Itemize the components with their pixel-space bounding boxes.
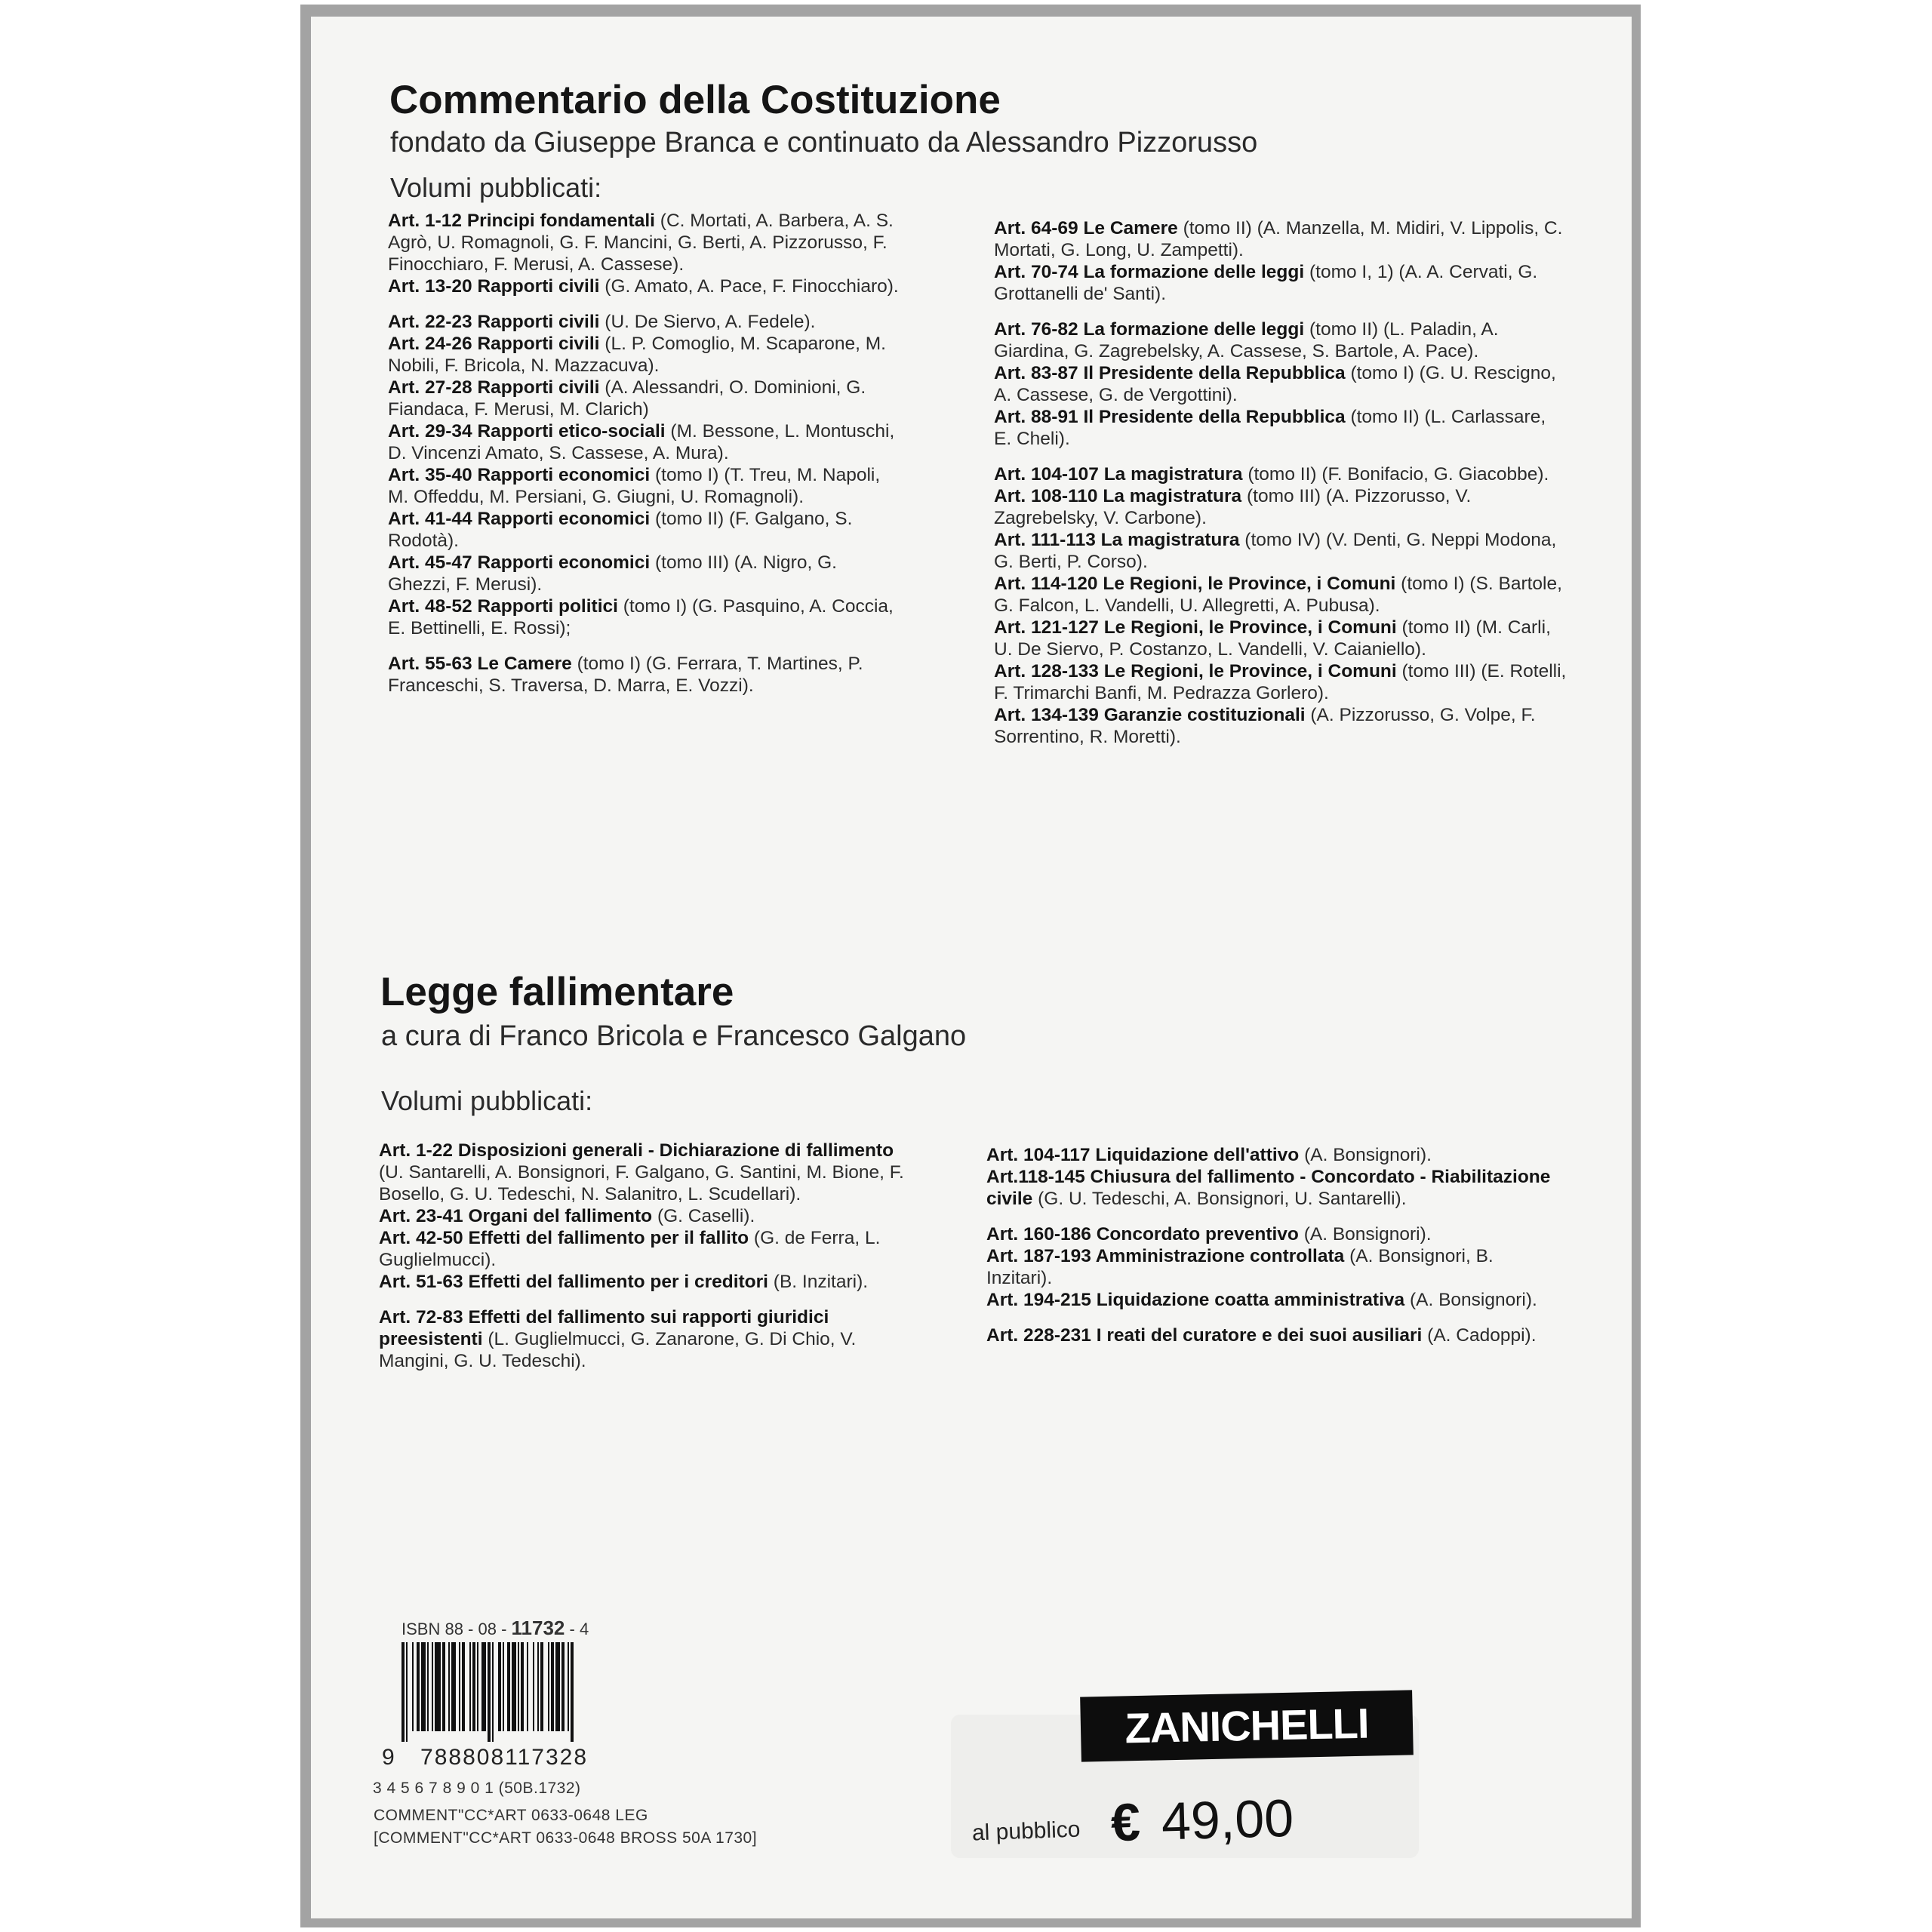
volume-details: (L. P. Comoglio, M. Scaparone, M. Nobili, F. Bricola, N. Mazzacuva). [388,334,886,376]
volume-entry [994,362,1567,406]
barcode-bar [477,1642,478,1731]
volume-articles: Art. 45-47 Rapporti economici [388,552,651,573]
volume-details: (tomo II) (A. Manzella, M. Midiri, V. Lippolis, C. Mortati, G. Long, U. Zampetti). [994,218,1563,260]
volume-details: (A. Bonsignori). [1304,1145,1432,1165]
volume-articles: Art. 23-41 Organi del fallimento [379,1206,653,1226]
volume-articles: Art. 194-215 Liquidazione coatta amministrativa [986,1290,1405,1310]
volume-details: (tomo III) (A. Pizzorusso, V. Zagrebelsky, V. Carbone). [994,486,1472,528]
publisher-logo: ZANICHELLI [1080,1690,1414,1761]
volume-details: (tomo II) (L. Carlassare, E. Cheli). [994,407,1546,449]
volume-details: (B. Inzitari). [773,1272,869,1292]
barcode-bar [401,1642,405,1742]
volume-details: (A. Bonsignori, B. Inzitari). [986,1246,1494,1288]
volume-entry [388,311,901,333]
volume-details: (tomo III) (A. Nigro, G. Ghezzi, F. Merusi). [388,552,837,595]
barcode-bar [540,1642,543,1731]
volume-details: (tomo II) (F. Galgano, S. Rodotà). [388,509,853,551]
volume-entry [986,1245,1560,1289]
volume-details: (L. Guglielmucci, G. Zanarone, G. Di Chio, V. Mangini, G. U. Tedeschi). [379,1329,857,1371]
isbn-line [401,1617,589,1640]
barcode-bar [551,1642,554,1731]
volume-entry [994,217,1567,261]
barcode-bar [412,1642,414,1731]
volume-articles: Art. 1-12 Principi fondamentali [388,211,655,231]
volume-details: (G. Amato, A. Pace, F. Finocchiaro). [605,276,899,297]
barcode-bar [462,1642,465,1731]
volume-entry [994,704,1567,748]
isbn-suffix: - 4 [569,1620,589,1638]
volume-articles: Art. 88-91 Il Presidente della Repubblica [994,407,1346,427]
volume-entry [994,573,1567,617]
volume-details: (tomo II) (L. Paladin, A. Giardina, G. Zagrebelsky, A. Cassese, S. Bartole, A. Pace). [994,319,1499,361]
volume-entry [994,406,1567,450]
volume-entry [994,463,1567,485]
barcode-bar [568,1642,569,1731]
volume-articles: Art. 29-34 Rapporti etico-sociali [388,421,666,441]
barcode-bar [459,1642,460,1731]
volume-articles: Art. 41-44 Rapporti economici [388,509,651,529]
barcode-bar [442,1642,445,1731]
barcode-bar [548,1642,549,1731]
volume-details: (G. U. Tedeschi, A. Bonsignori, U. Santarelli). [1038,1189,1407,1209]
barcode-bar [512,1642,516,1731]
volume-details: (U. Santarelli, A. Bonsignori, F. Galgano, G. Santini, M. Bione, F. Bosello, G. U. Tedeschi, N. Salanitro, L. Scudellari). [379,1162,904,1204]
volume-articles: Art. 64-69 Le Camere [994,218,1178,238]
barcode [400,1642,616,1742]
barcode-bar [488,1642,491,1742]
volume-entry [994,617,1567,660]
barcode-bar [537,1642,539,1731]
volume-articles: Art. 187-193 Amministrazione controllata [986,1246,1345,1266]
volume-articles: Art. 228-231 I reati del curatore e dei suoi ausiliari [986,1325,1423,1346]
volume-entry [388,552,901,595]
volume-details: (tomo I) (G. U. Rescigno, A. Cassese, G. de Vergottini). [994,363,1556,405]
volume-entry [388,333,901,377]
volume-details: (tomo I, 1) (A. A. Cervati, G. Grottanelli de' Santi). [994,262,1538,304]
commentario-subtitle: fondato da Giuseppe Branca e continuato da Alessandro Pizzorusso [390,127,1258,158]
price-amount: 49,00 [1160,1788,1295,1851]
legge-right-column [986,1144,1560,1346]
code-line-3: [COMMENT"CC*ART 0633-0648 BROSS 50A 1730] [374,1829,758,1847]
volume-entry [388,210,901,275]
barcode-digits-line [382,1745,588,1770]
legge-subtitle: a cura di Franco Bricola e Francesco Galgano [381,1020,967,1052]
volume-articles: Art. 42-50 Effetti del fallimento per il fallito [379,1228,749,1248]
volume-entry [379,1306,922,1372]
volume-details: (G. de Ferra, L. Guglielmucci). [379,1228,881,1270]
volume-entry [994,660,1567,704]
barcode-bar [472,1642,475,1731]
volume-articles: Art. 104-107 La magistratura [994,464,1243,485]
volume-details: (U. De Siervo, A. Fedele). [605,312,816,332]
volume-articles: Art. 13-20 Rapporti civili [388,276,600,297]
volume-articles: Art. 24-26 Rapporti civili [388,334,600,354]
volume-articles: Art. 160-186 Concordato preventivo [986,1224,1299,1244]
code-line-2: COMMENT"CC*ART 0633-0648 LEG [374,1807,648,1824]
volume-articles: Art. 104-117 Liquidazione dell'attivo [986,1145,1300,1165]
volume-details: (tomo III) (E. Rotelli, F. Trimarchi Banfi, M. Pedrazza Gorlero). [994,661,1567,703]
volume-details: (A. Pizzorusso, G. Volpe, F. Sorrentino, R. Moretti). [994,705,1536,747]
volume-articles: Art. 48-52 Rapporti politici [388,596,618,617]
barcode-bar [417,1642,420,1731]
barcode-bar [435,1642,441,1731]
volume-entry [986,1324,1560,1346]
barcode-bar [448,1642,450,1731]
legge-volumi-label: Volumi pubblicati: [381,1085,593,1116]
volume-details: (A. Bonsignori). [1303,1224,1432,1244]
volume-details: (G. Caselli). [657,1206,755,1226]
volume-details: (tomo IV) (V. Denti, G. Neppi Modona, G. Berti, P. Corso). [994,530,1557,572]
volume-entry [379,1205,922,1227]
volume-articles: Art. 121-127 Le Regioni, le Province, i Comuni [994,617,1397,638]
volume-entry [994,529,1567,573]
volume-articles: Art. 76-82 La formazione delle leggi [994,319,1305,340]
commentario-left-column [388,210,901,697]
volume-entry [994,318,1567,362]
volume-entry [379,1140,922,1205]
barcode-bar [555,1642,560,1731]
barcode-bar [571,1642,574,1742]
volume-articles: Art. 72-83 Effetti del fallimento sui rapporti giuridici preesistenti [379,1307,829,1349]
barcode-bar [533,1642,534,1731]
barcode-first-digit: 9 [382,1745,396,1770]
volume-details: (tomo II) (F. Bonifacio, G. Giacobbe). [1247,464,1549,485]
volume-articles: Art. 27-28 Rapporti civili [388,377,600,398]
back-cover [311,17,1632,1918]
volume-details: (A. Cadoppi). [1427,1325,1537,1346]
volume-articles: Art. 134-139 Garanzie costituzionali [994,705,1306,725]
barcode-bar [421,1642,426,1731]
isbn-bold: 11732 [511,1617,565,1639]
volume-articles: Art. 108-110 La magistratura [994,486,1242,506]
volume-details: (A. Bonsignori). [1409,1290,1537,1310]
volume-entry [388,420,901,464]
volume-articles: Art. 114-120 Le Regioni, le Province, i Comuni [994,574,1396,594]
barcode-digits: 788808117328 [420,1745,589,1770]
volume-entry [388,595,901,639]
volume-entry [986,1144,1560,1166]
barcode-bar [518,1642,519,1731]
price-value [1110,1788,1294,1853]
barcode-bar [432,1642,433,1731]
barcode-bar [406,1642,408,1742]
volume-details: (tomo I) (T. Treu, M. Napoli, M. Offeddu, M. Persiani, G. Giugni, U. Romagnoli). [388,465,881,507]
barcode-bar [503,1642,504,1731]
volume-articles: Art. 55-63 Le Camere [388,654,572,674]
volume-entry [986,1289,1560,1311]
code-line-1: 3 4 5 6 7 8 9 0 1 (50B.1732) [373,1780,581,1797]
volume-details: (C. Mortati, A. Barbera, A. S. Agrò, U. Romagnoli, G. F. Mancini, G. Berti, A. Pizzorusso, F. Finocchiaro, F. Merusi, A. Cassese). [388,211,894,275]
barcode-bar [507,1642,510,1731]
volume-articles: Art. 22-23 Rapporti civili [388,312,600,332]
barcode-bar [427,1642,429,1731]
legge-title: Legge fallimentare [380,970,734,1014]
volume-entry [388,653,901,697]
volume-entry [986,1223,1560,1245]
barcode-bar [527,1642,528,1731]
barcode-bar [498,1642,501,1731]
barcode-bar [561,1642,565,1731]
volume-details: (A. Alessandri, O. Dominioni, G. Fiandaca, F. Merusi, M. Clarich) [388,377,866,420]
volume-articles: Art.118-145 Chiusura del fallimento - Concordato - Riabilitazione civile [986,1167,1551,1209]
commentario-title: Commentario della Costituzione [389,78,1001,122]
volume-entry [994,485,1567,529]
volume-details: (tomo I) (G. Ferrara, T. Martines, P. Franceschi, S. Traversa, D. Marra, E. Vozzi). [388,654,863,696]
volume-entry [379,1271,922,1293]
volume-articles: Art. 70-74 La formazione delle leggi [994,262,1305,282]
volume-entry [388,377,901,420]
price-label: al pubblico [971,1817,1081,1846]
volume-entry [986,1166,1560,1210]
volume-entry [388,464,901,508]
volume-entry [994,261,1567,305]
volume-details: (tomo II) (M. Carli, U. De Siervo, P. Costanzo, L. Vandelli, V. Caianiello). [994,617,1551,660]
volume-articles: Art. 111-113 La magistratura [994,530,1240,550]
barcode-bar [481,1642,486,1731]
barcode-bar [521,1642,524,1731]
volume-articles: Art. 51-63 Effetti del fallimento per i creditori [379,1272,768,1292]
commentario-right-column [994,217,1567,748]
volume-articles: Art. 128-133 Le Regioni, le Province, i Comuni [994,661,1397,681]
commentario-volumi-label: Volumi pubblicati: [390,172,602,203]
euro-symbol: € [1110,1792,1141,1853]
volume-entry [388,275,901,297]
legge-left-column [379,1140,922,1372]
volume-articles: Art. 83-87 Il Presidente della Repubblica [994,363,1346,383]
volume-details: (M. Bessone, L. Montuschi, D. Vincenzi Amato, S. Cassese, A. Mura). [388,421,895,463]
volume-articles: Art. 1-22 Disposizioni generali - Dichiarazione di fallimento [379,1140,894,1161]
volume-entry [379,1227,922,1271]
barcode-bar [492,1642,494,1742]
volume-details: (tomo I) (S. Bartole, G. Falcon, L. Vandelli, U. Allegretti, A. Pubusa). [994,574,1562,616]
barcode-bar [451,1642,456,1731]
isbn-prefix: ISBN 88 - 08 - [401,1620,507,1638]
barcode-bar [469,1642,471,1731]
volume-details: (tomo I) (G. Pasquino, A. Coccia, E. Bettinelli, E. Rossi); [388,596,894,638]
volume-entry [388,508,901,552]
volume-articles: Art. 35-40 Rapporti economici [388,465,651,485]
